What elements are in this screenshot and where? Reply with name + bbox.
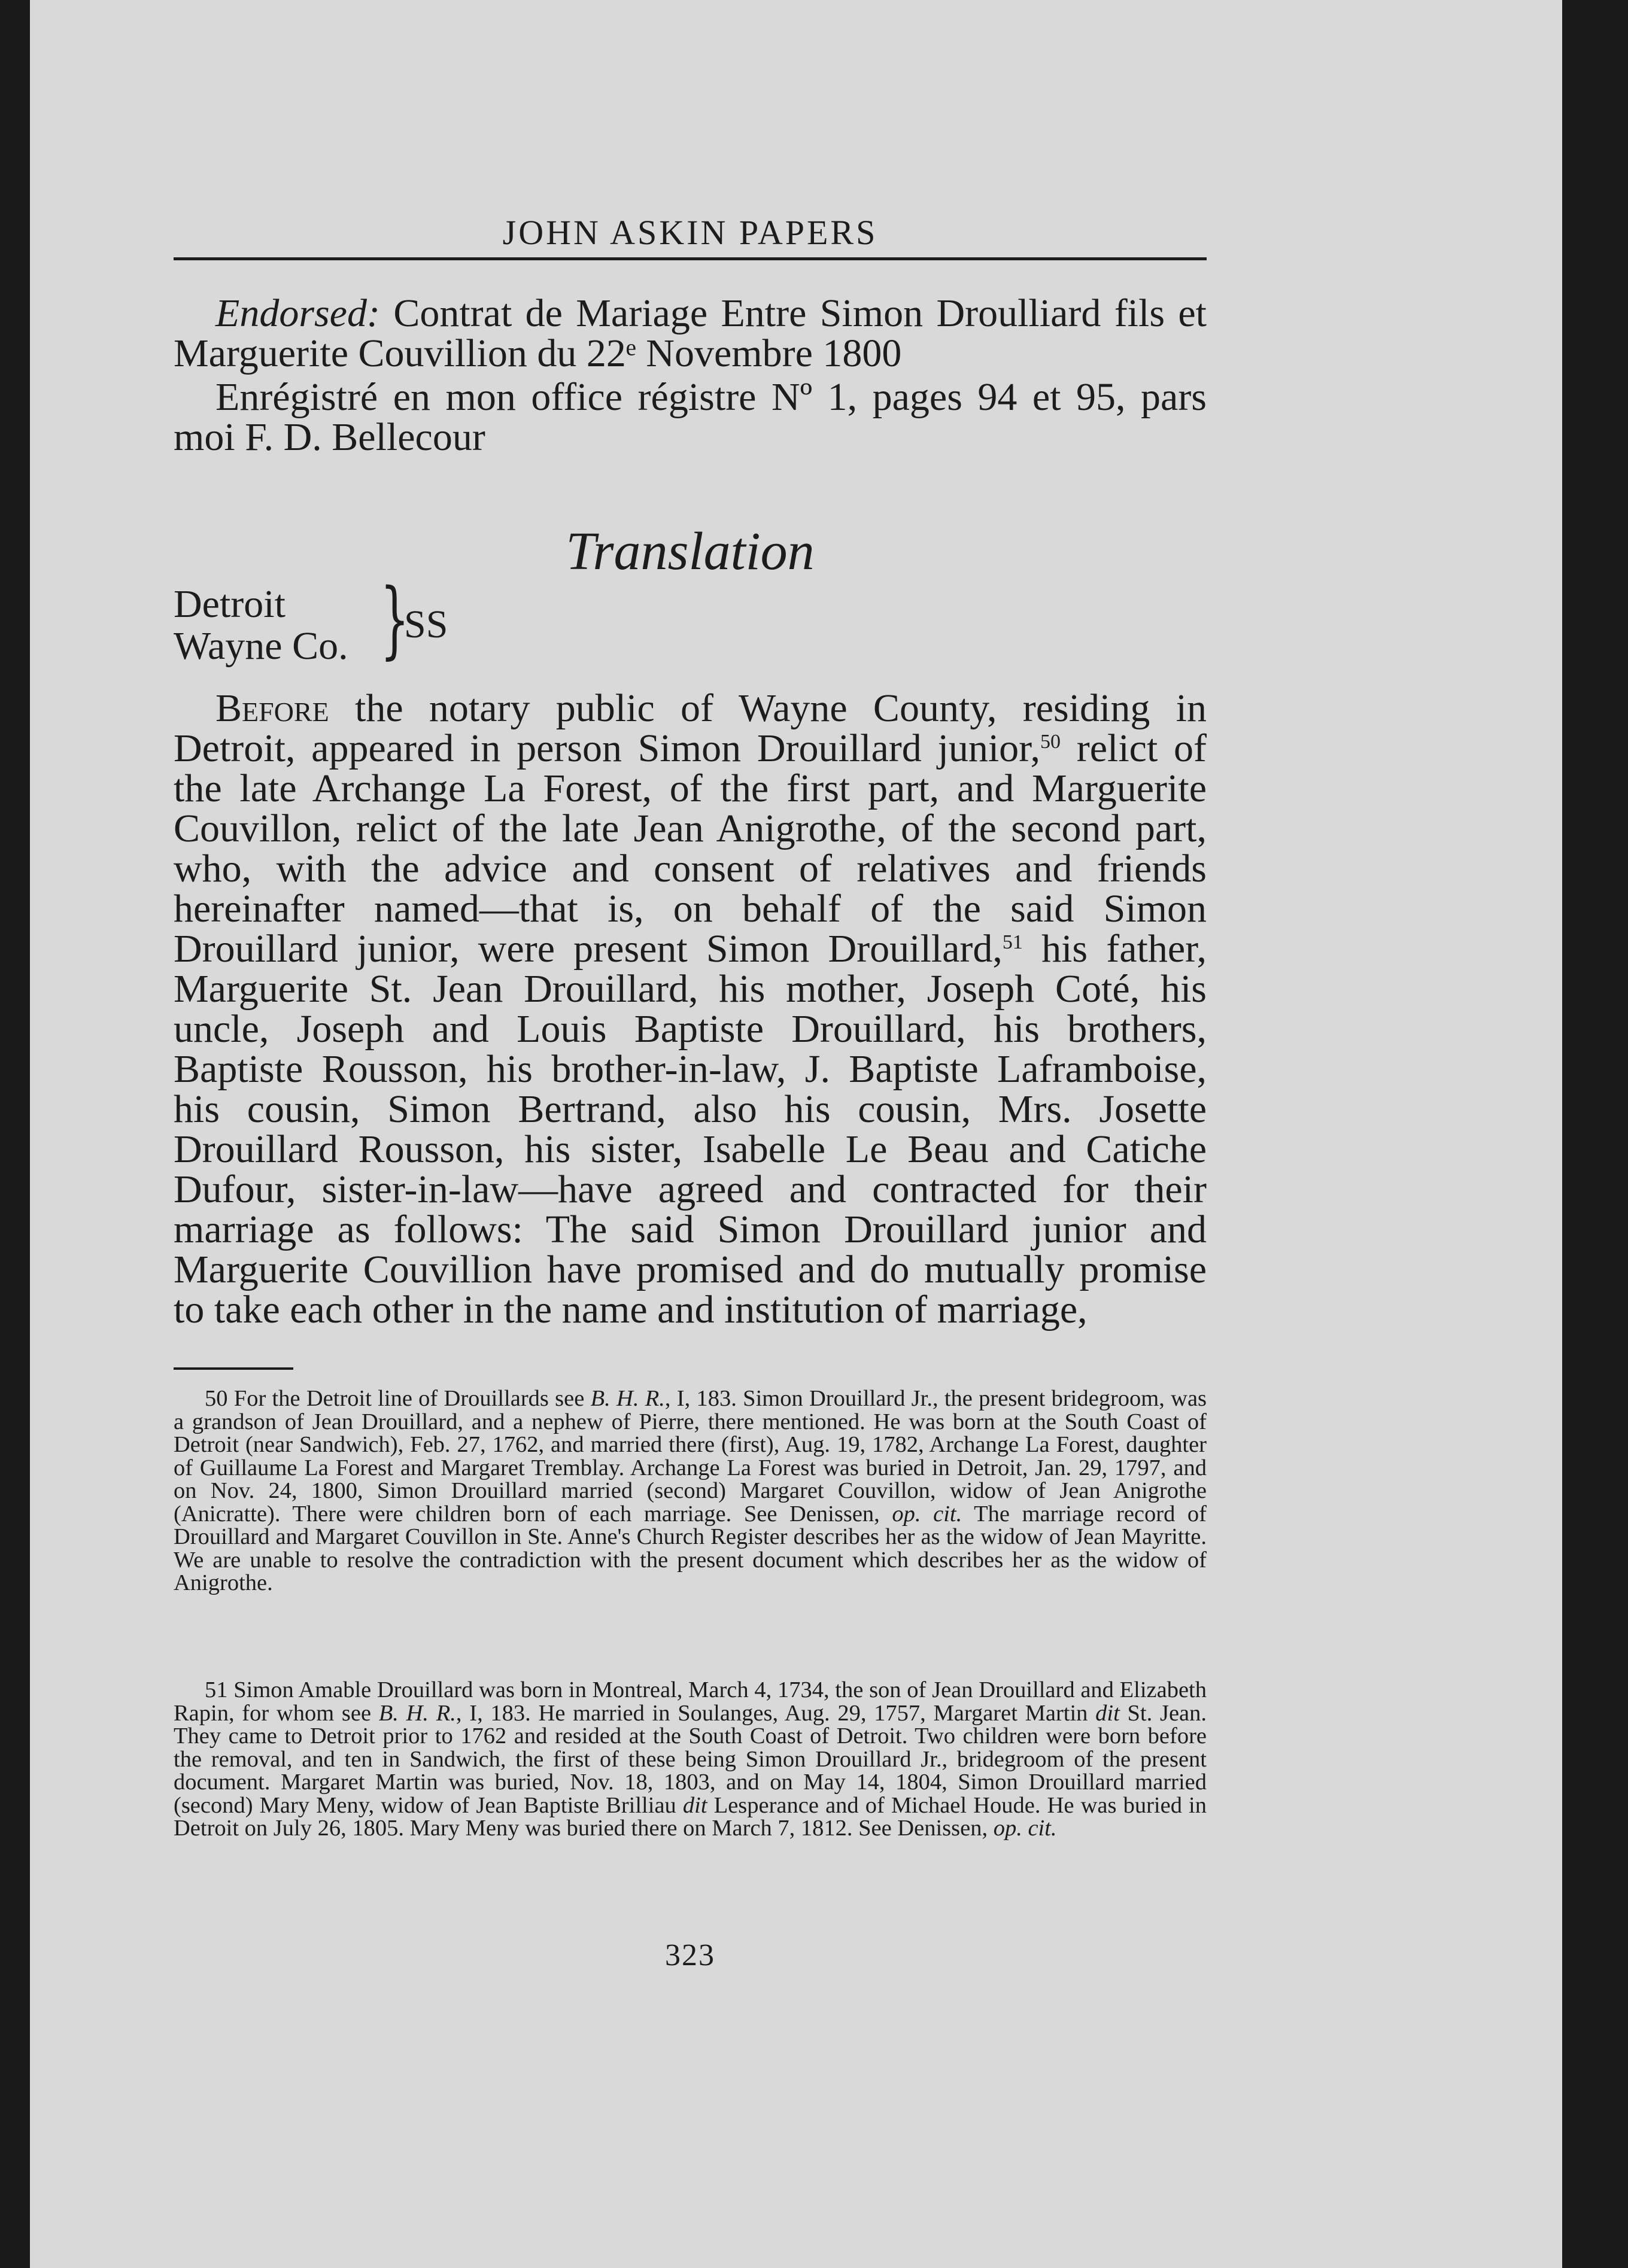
running-head: JOHN ASKIN PAPERS: [502, 213, 878, 252]
registration-text: Enrégistré en mon office régistre Nº 1, pages 94 et 95, pars moi F. D. Bellecour: [174, 375, 1207, 459]
footnote-50-text-1: For the Detroit line of Drouillards see: [233, 1386, 585, 1411]
venue-line-1: Detroit: [174, 582, 285, 626]
book-page: [30, 0, 1562, 2268]
footnote-51-citation: B. H. R.: [378, 1700, 456, 1726]
endorsement-paragraph: [174, 293, 1207, 373]
page-number: 323: [665, 1938, 715, 1972]
footnote-50-op-cit: op. cit.: [892, 1501, 962, 1527]
footnote-51: [174, 1679, 1207, 1840]
header-rule: [174, 257, 1207, 260]
body-part-2: relict of the late Archange La Forest, of the first part, and Marguerite Couvillon, relict of the late Jean Anigrothe, of the second part, who, with the advice and consent of relatives and friends hereinafter named—that is, on behalf of the said Simon Drouillard junior, were present Simon Drouillard,: [174, 726, 1207, 971]
footnote-50: [174, 1387, 1207, 1595]
footnote-ref-51: 51: [1002, 931, 1023, 953]
footnote-50-text-2: , I, 183. Simon Drouillard Jr., the present bridegroom, was a grandson of Jean Drouillard, and a nephew of Pierre, there mentioned. He was born at the South Coast of Detroit (near Sandwich), Feb. 27, 1762, and married there (first), Aug. 19, 1782, Archange La Forest, daughter of Guillaume La Forest and Margaret Tremblay. Archange La Forest was buried in Detroit, Jan. 29, 1797, and on Nov. 24, 1800, Simon Drouillard married (second) Margaret Couvillon, widow of Jean Anigrothe (Anicratte). There were children born of each marriage. See Denissen,: [174, 1386, 1207, 1527]
endorsement-label: Endorsed:: [215, 291, 380, 335]
endorsement-text: Contrat de Mariage Entre Simon Droulliard fils et Marguerite Couvillion du 22ᵉ Novembre 1800: [174, 291, 1207, 375]
body-part-1: the notary public of Wayne County, residing in Detroit, appeared in person Simon Drouillard junior,: [174, 686, 1207, 770]
footnote-51-number: 51: [205, 1677, 228, 1702]
registration-paragraph: [174, 377, 1207, 457]
footnote-51-dit-1: dit: [1095, 1700, 1120, 1726]
section-title: Translation: [566, 522, 815, 581]
footnote-rule: [174, 1367, 293, 1370]
footnote-50-citation: B. H. R.: [590, 1386, 665, 1411]
body-part-3: his father, Marguerite St. Jean Drouillard, his mother, Joseph Coté, his uncle, Joseph and Louis Baptiste Drouillard, his brothers, Baptiste Rousson, his brother-in-law, J. Baptiste Laframboise, his cousin, Simon Bertrand, also his cousin, Mrs. Josette Drouillard Rousson, his sister, Isabelle Le Beau and Catiche Dufour, sister-in-law—have agreed and contracted for their marriage as follows: The said Simon Drouillard junior and Marguerite Couvillion have promised and do mutually promise to take each other in the name and institution of marriage,: [174, 927, 1207, 1331]
footnote-51-dit-2: dit: [682, 1792, 707, 1818]
main-paragraph: [174, 688, 1207, 1330]
footnote-51-op-cit: op. cit.: [993, 1816, 1057, 1841]
footnote-50-number: 50: [205, 1386, 228, 1411]
venue-block: [174, 571, 448, 668]
footnote-51-text-4: Lesperance and of Michael Houde. He was buried in Detroit on July 26, 1805. Mary Meny was buried there on March 7, 1812. See Denissen,: [174, 1792, 1207, 1841]
footnote-51-text-2: , I, 183. He married in Soulanges, Aug. 29, 1757, Margaret Martin: [455, 1700, 1088, 1726]
opening-word: Before: [215, 686, 329, 730]
venue-ss: SS: [404, 603, 448, 646]
footnote-ref-50: 50: [1040, 731, 1061, 753]
brace-symbol: }: [380, 571, 410, 668]
footnote-50-text-3: The marriage record of Drouillard and Margaret Couvillon in Ste. Anne's Church Register describes her as the widow of Jean Mayritte. We are unable to resolve the contradiction with the present document which describes her as the widow of Anigrothe.: [174, 1501, 1207, 1595]
venue-line-2: Wayne Co.: [174, 624, 348, 668]
footnote-51-text-3: St. Jean. They came to Detroit prior to 1762 and resided at the South Coast of Detroit. Two children were born before the removal, and ten in Sandwich, the first of these being Simon Drouillard Jr., bridegroom of the present document. Margaret Martin was buried, Nov. 18, 1803, and on May 14, 1804, Simon Drouillard married (second) Mary Meny, widow of Jean Baptiste Brilliau: [174, 1700, 1207, 1818]
footnote-51-text-1: Simon Amable Drouillard was born in Montreal, March 4, 1734, the son of Jean Drouillard and Elizabeth Rapin, for whom see: [174, 1677, 1207, 1726]
